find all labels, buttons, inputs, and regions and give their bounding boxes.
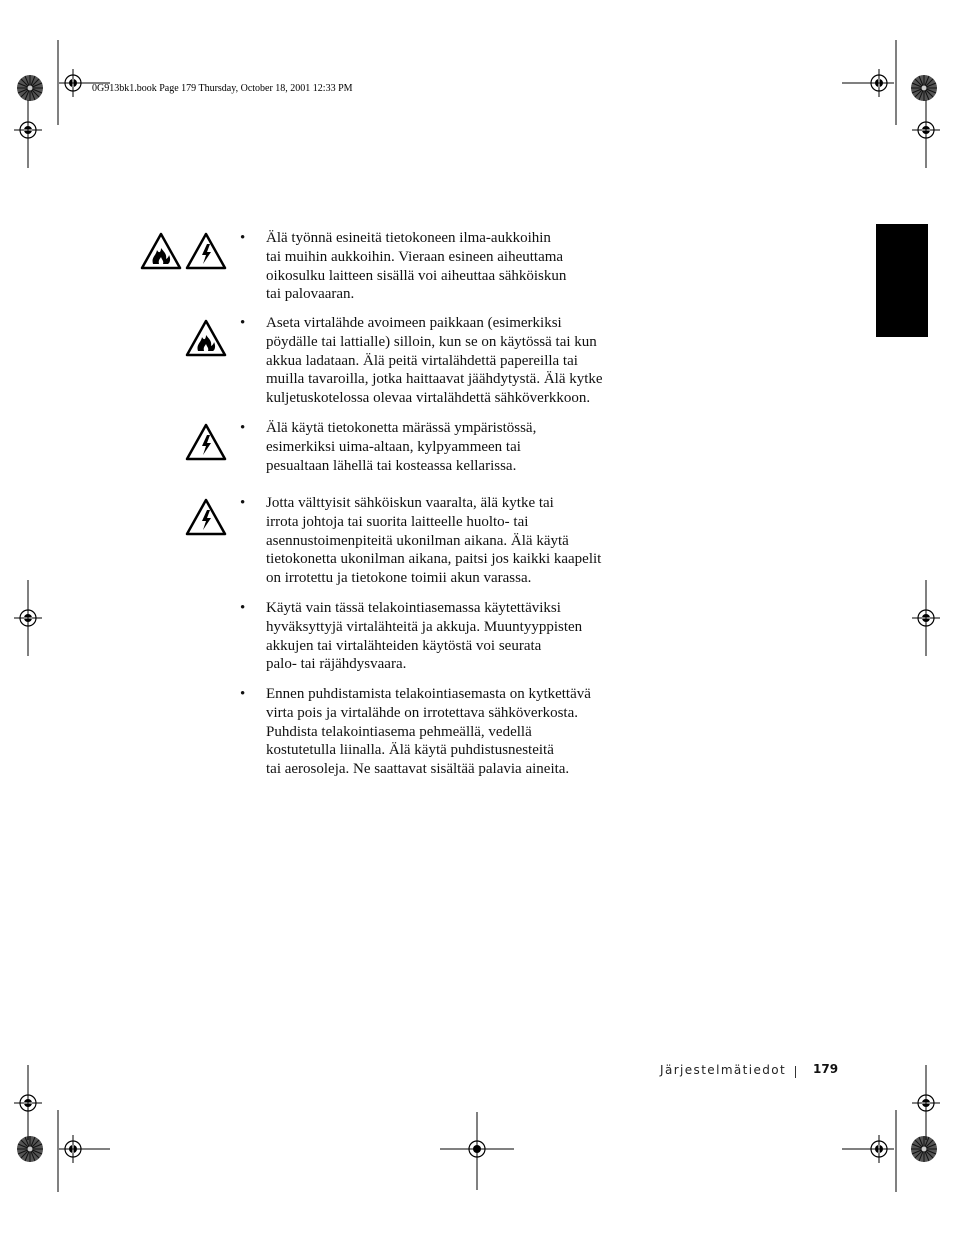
page-number: 179	[813, 1062, 839, 1076]
text-line: pöydälle tai lattialle) silloin, kun se on käytössä tai kun	[266, 333, 597, 350]
text-line: Älä työnnä esineitä tietokoneen ilma-aukkoihin	[266, 230, 551, 246]
text-line: asennustoimenpiteitä ukonilman aikana. Älä käytä	[266, 532, 569, 549]
safety-item	[240, 599, 630, 674]
text-line: tai aerosoleja. Ne saattavat sisältää palavia aineita.	[266, 761, 570, 778]
safety-item	[240, 229, 630, 304]
text-line: Jotta välttyisit sähköiskun vaaralta, älä kytke tai	[266, 495, 554, 511]
text-line: Puhdista telakointiasema pehmeällä, vedellä	[266, 723, 532, 740]
bullet: •	[240, 230, 246, 246]
chapter-tab-marker	[876, 224, 928, 337]
safety-item	[240, 685, 630, 779]
text-line: irrota johtoja tai suorita laitteelle huolto- tai	[266, 513, 529, 530]
file-info-header: 0G913bk1.book Page 179 Thursday, October 18, 2001 12:33 PM	[92, 83, 353, 94]
text-line: hyväksyttyjä virtalähteitä ja akkuja. Muuntyyppisten	[266, 618, 583, 635]
electric-shock-icon	[185, 423, 227, 461]
text-line: kostutetulla liinalla. Älä käytä puhdistusnesteitä	[266, 742, 554, 759]
text-line: tietokonetta ukonilman aikana, paitsi jos kaikki kaapelit	[266, 551, 602, 568]
text-line: on irrotettu ja tietokone toimii akun varassa.	[266, 570, 532, 587]
text-line: akkua ladataan. Älä peitä virtalähdettä papereilla tai	[266, 352, 578, 369]
text-line: esimerkiksi uima-altaan, kylpyammeen tai	[266, 438, 521, 455]
text-line: tai palovaaran.	[266, 286, 355, 303]
bullet: •	[240, 600, 246, 616]
bullet: •	[240, 315, 246, 331]
safety-item	[240, 314, 630, 408]
item-text	[266, 494, 630, 588]
text-line: akkujen tai virtalähteiden käytöstä voi seurata	[266, 637, 542, 654]
bullet: •	[240, 495, 246, 511]
text-line: palo- tai räjähdysvaara.	[266, 656, 407, 673]
item-text	[266, 599, 630, 674]
text-line: muilla tavaroilla, jotka haittaavat jäähdytystä. Älä kytke	[266, 371, 603, 388]
footer-divider	[795, 1066, 796, 1078]
text-line: Aseta virtalähde avoimeen paikkaan (esimerkiksi	[266, 315, 562, 331]
footer-section-title: Järjestelmätiedot	[660, 1063, 787, 1077]
fire-hazard-icon	[140, 232, 182, 270]
text-line: pesualtaan lähellä tai kosteassa kellarissa.	[266, 457, 517, 474]
item-text	[266, 419, 630, 475]
item-text	[266, 314, 630, 408]
text-line: tai muihin aukkoihin. Vieraan esineen aiheuttama	[266, 248, 564, 265]
text-line: Ennen puhdistamista telakointiasemasta on kytkettävä	[266, 686, 591, 702]
bullet: •	[240, 686, 246, 702]
fire-hazard-icon	[185, 319, 227, 357]
text-line: Käytä vain tässä telakointiasemassa käytettäviksi	[266, 600, 561, 616]
safety-item	[240, 494, 630, 588]
item-text	[266, 229, 630, 304]
text-line: virta pois ja virtalähde on irrotettava sähköverkosta.	[266, 704, 578, 721]
item-text	[266, 685, 630, 779]
text-line: kuljetuskotelossa olevaa virtalähdettä sähköverkkoon.	[266, 390, 591, 407]
safety-item	[240, 419, 630, 475]
electric-shock-icon	[185, 232, 227, 270]
electric-shock-icon	[185, 498, 227, 536]
bullet: •	[240, 420, 246, 436]
text-line: oikosulku laitteen sisällä voi aiheuttaa sähköiskun	[266, 267, 567, 284]
text-line: Älä käytä tietokonetta märässä ympäristössä,	[266, 420, 537, 436]
